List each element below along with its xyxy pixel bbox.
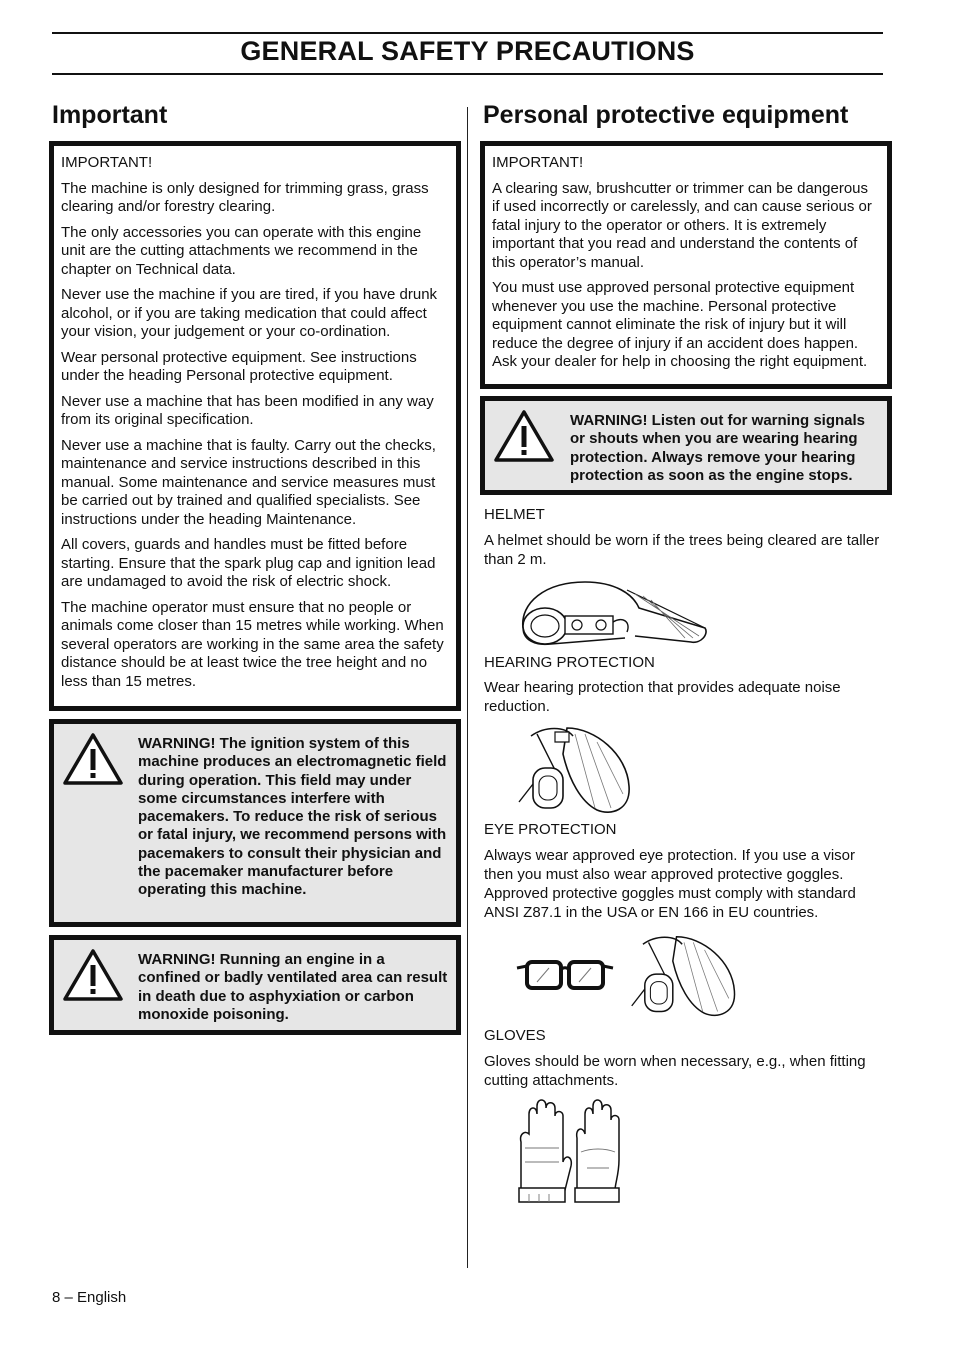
warning-triangle-icon <box>62 948 124 1002</box>
column-divider <box>467 107 468 1268</box>
important-paragraph: Never use a machine that has been modified in any way from its original specification. <box>61 392 434 428</box>
section-heading-important: Important <box>52 101 168 129</box>
helmet-icon <box>515 578 715 648</box>
earmuff-visor-icon <box>515 724 635 816</box>
gloves-text: Gloves should be worn when necessary, e.g., when fitting cutting attachments. <box>484 1053 866 1089</box>
important-paragraph: You must use approved personal protective equipment whenever you use the machine. Personal protective equipment cannot eliminate the risk of injury but it will reduce the degree of injury if an accident does happen. Ask your dealer for help in choosing the right equipment. <box>492 279 868 370</box>
warning-box-ignition <box>49 719 461 927</box>
gloves-icon <box>515 1098 625 1204</box>
important-paragraph: The only accessories you can operate with this engine unit are the cutting attachments we recommend in the chapter on Technical data. <box>61 223 422 278</box>
hearing-text: Wear hearing protection that provides adequate noise reduction. <box>484 679 841 715</box>
page-footer: 8 – English <box>52 1289 127 1306</box>
important-paragraph: Never use a machine that is faulty. Carry out the checks, maintenance and service instructions described in this manual. Some maintenance and service measures must be carried out by trained and qualified specialists. See instructions under the heading Maintenance. <box>61 436 436 528</box>
helmet-text: A helmet should be worn if the trees being cleared are taller than 2 m. <box>484 532 880 568</box>
header-rule-top <box>52 32 883 34</box>
warning-box-ventilation <box>49 935 461 1035</box>
warning-triangle-icon <box>493 409 555 463</box>
gloves-label: GLOVES <box>484 1027 546 1044</box>
eye-label: EYE PROTECTION <box>484 821 617 838</box>
warning-triangle-icon <box>62 732 124 786</box>
important-paragraph: Never use the machine if you are tired, if you have drunk alcohol, or if you are taking medication that could affect your vision, your judgement or your co-ordination. <box>61 286 438 340</box>
warning-text-ignition: WARNING! The ignition system of this machine produces an electromagnetic field during operation. This field may under some circumstances interfere with pacemakers. To reduce the risk of serious or fatal injury, we recommend persons with pacemakers to consult their physician and the pacemaker manufacturer before operating this machine. <box>138 735 447 899</box>
important-paragraph: Wear personal protective equipment. See instructions under the heading Personal protective equipment. <box>61 348 417 384</box>
warning-text-ventilation: WARNING! Running an engine in a confined or badly ventilated area can result in death due to asphyxiation or carbon monoxide poisoning. <box>138 951 448 1023</box>
earmuff-visor-icon <box>628 930 740 1022</box>
important-paragraph: A clearing saw, brushcutter or trimmer can be dangerous if used incorrectly or carelessly, and can cause serious or fatal injury to the operator or others. It is extremely important that you read and understand the contents of this operator’s manual. <box>492 179 872 271</box>
page-title: GENERAL SAFETY PRECAUTIONS <box>240 36 695 66</box>
important-box-left <box>49 141 461 711</box>
important-paragraph: The machine operator must ensure that no people or animals come closer than 15 metres while working. When several operators are working in the same area the safety distance should be at least twice the tree height and no less than 15 metres. <box>61 598 444 690</box>
important-paragraph: All covers, guards and handles must be fitted before starting. Ensure that the spark plug cap and ignition lead are undamaged to avoid the risk of electric shock. <box>61 536 436 590</box>
warning-box-hearing <box>480 396 892 495</box>
header-rule-bottom <box>52 73 883 75</box>
hearing-label: HEARING PROTECTION <box>484 654 655 671</box>
important-label: IMPORTANT! <box>61 154 153 171</box>
helmet-label: HELMET <box>484 506 545 523</box>
important-paragraph: The machine is only designed for trimming grass, grass clearing and/or forestry clearing. <box>61 179 429 215</box>
important-label: IMPORTANT! <box>492 154 584 171</box>
important-box-right <box>480 141 892 389</box>
eye-text: Always wear approved eye protection. If you use a visor then you must also wear approved protective goggles. Approved protective goggles must comply with standard ANSI Z87.1 in the USA or EN 166 in EU countries. <box>484 847 856 921</box>
section-heading-ppe: Personal protective equipment <box>483 101 849 129</box>
goggles-icon <box>515 958 615 992</box>
warning-text-hearing: WARNING! Listen out for warning signals or shouts when you are wearing hearing protection. Always remove your hearing protection as soon as the engine stops. <box>570 412 866 484</box>
